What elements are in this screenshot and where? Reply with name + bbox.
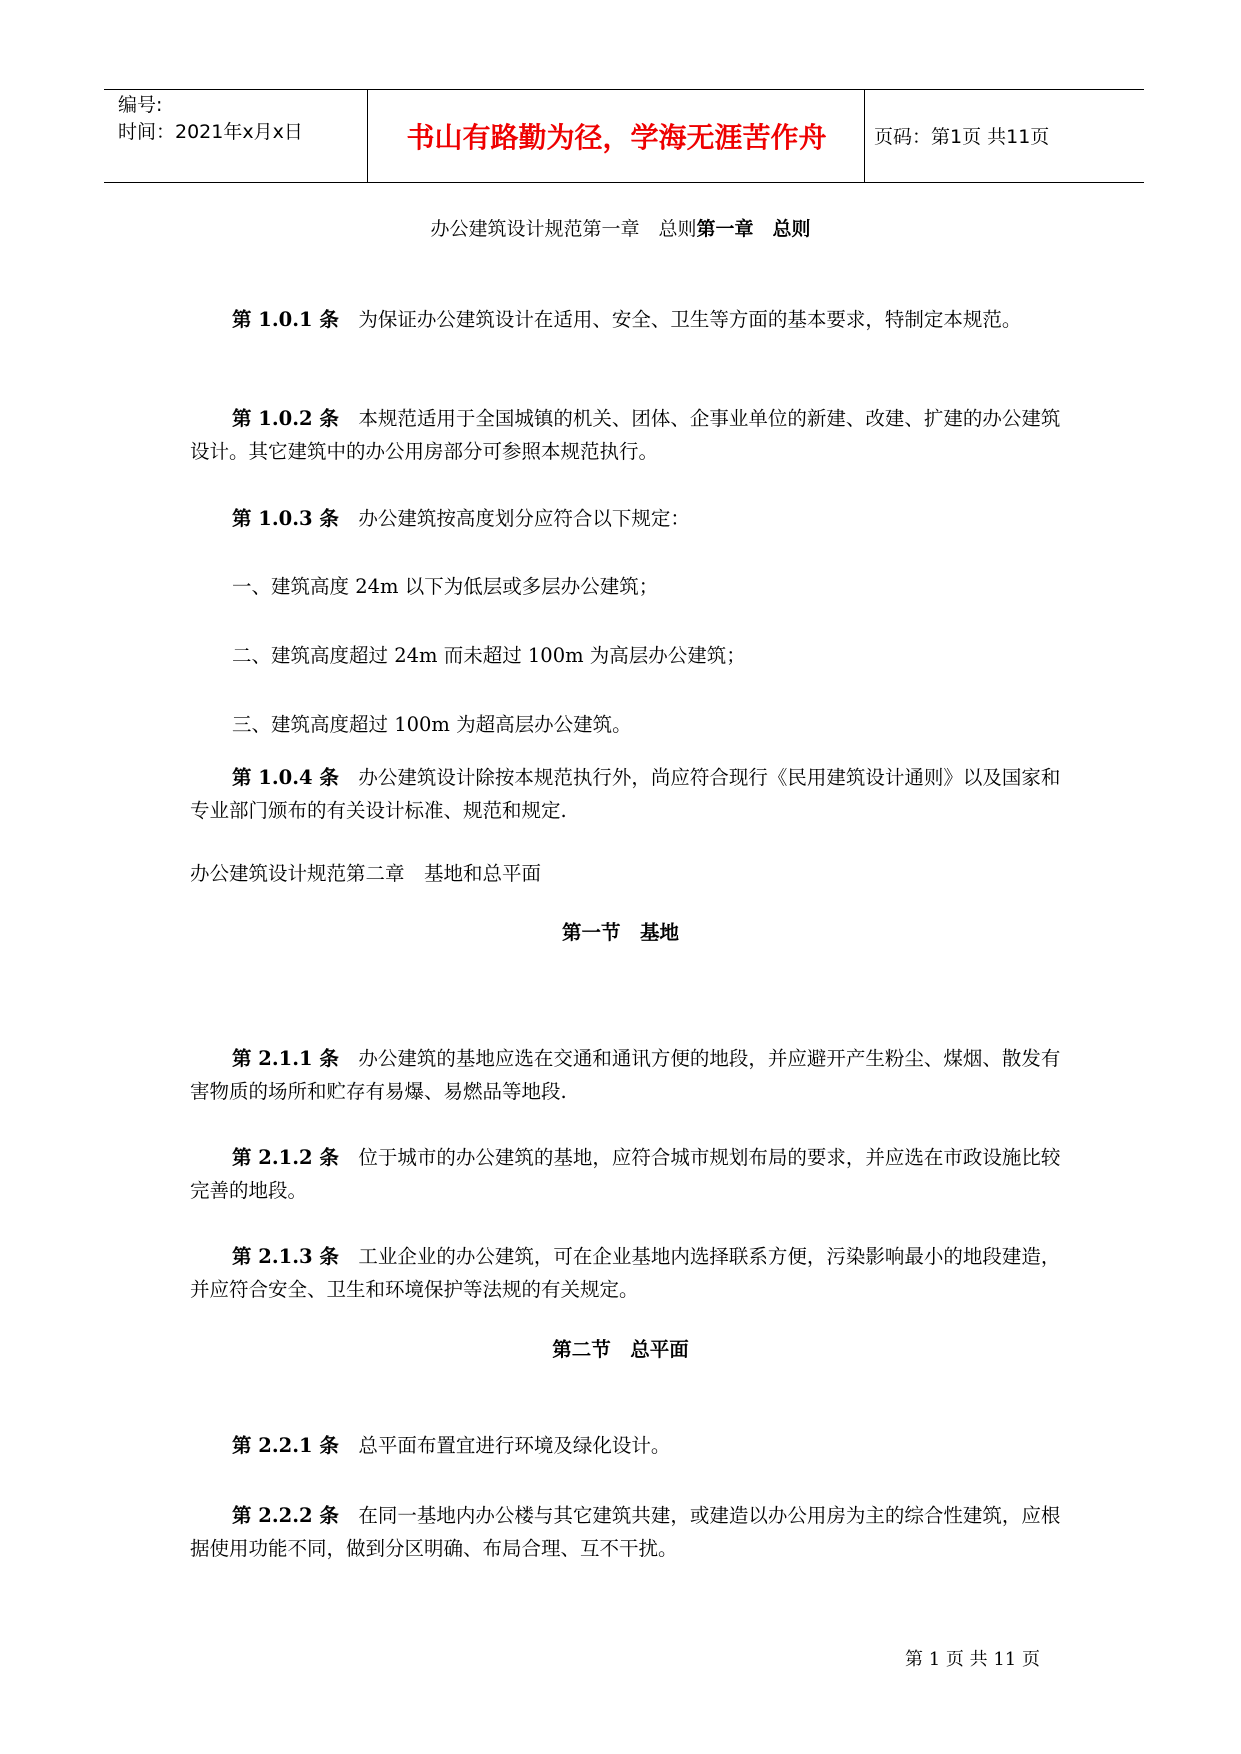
article-number: 第 1.0.4 条 bbox=[232, 766, 339, 789]
article-2-2-2 bbox=[190, 1499, 1070, 1565]
article-2-1-2 bbox=[190, 1141, 1070, 1207]
article-text: 办公建筑设计除按本规范执行外，尚应符合现行《民用建筑设计通则》以及国家和专业部门颁布的有关设计标准、规范和规定. bbox=[190, 766, 1061, 822]
page-header bbox=[104, 89, 1144, 183]
article-number: 第 2.2.2 条 bbox=[232, 1504, 339, 1527]
article-number: 第 1.0.1 条 bbox=[232, 308, 339, 331]
title-bold: 第一章 总则 bbox=[696, 218, 811, 240]
article-number: 第 2.2.1 条 bbox=[232, 1434, 339, 1457]
time-label: 时间：2021年x月x日 bbox=[118, 121, 303, 143]
article-text: 工业企业的办公建筑，可在企业基地内选择联系方便，污染影响最小的地段建造，并应符合安全、卫生和环境保护等法规的有关规定。 bbox=[190, 1245, 1061, 1301]
article-text: 办公建筑按高度划分应符合以下规定： bbox=[358, 507, 690, 530]
article-text: 为保证办公建筑设计在适用、安全、卫生等方面的基本要求，特制定本规范。 bbox=[358, 308, 1022, 331]
title-plain: 办公建筑设计规范第一章 总则 bbox=[430, 218, 697, 240]
section-2-title: 第二节 总平面 bbox=[552, 1338, 689, 1361]
number-label: 编号: bbox=[118, 94, 163, 116]
article-text: 位于城市的办公建筑的基地，应符合城市规划布局的要求，并应选在市政设施比较完善的地段。 bbox=[190, 1146, 1061, 1202]
header-motto: 书山有路勤为径，学海无涯苦作舟 bbox=[406, 121, 827, 154]
article-number: 第 2.1.3 条 bbox=[232, 1245, 339, 1268]
article-2-2-1 bbox=[190, 1429, 1070, 1462]
article-text: 总平面布置宜进行环境及绿化设计。 bbox=[358, 1434, 671, 1457]
article-2-1-3 bbox=[190, 1240, 1070, 1306]
chapter-2-title: 办公建筑设计规范第二章 基地和总平面 bbox=[190, 862, 542, 885]
article-text: 办公建筑的基地应选在交通和通讯方便的地段，并应避开产生粉尘、煤烟、散发有害物质的场所和贮存有易爆、易燃品等地段. bbox=[190, 1047, 1061, 1103]
header-divider-right bbox=[864, 90, 865, 182]
article-number: 第 1.0.2 条 bbox=[232, 407, 339, 430]
header-page-info: 页码：第1页 共11页 bbox=[874, 126, 1050, 148]
article-text: 本规范适用于全国城镇的机关、团体、企事业单位的新建、改建、扩建的办公建筑设计。其它建筑中的办公用房部分可参照本规范执行。 bbox=[190, 407, 1061, 463]
height-item-2: 二、建筑高度超过 24m 而未超过 100m 为高层办公建筑； bbox=[232, 644, 746, 667]
section-1-title: 第一节 基地 bbox=[561, 921, 679, 944]
header-divider-left bbox=[367, 90, 368, 182]
header-meta bbox=[118, 92, 303, 146]
article-2-1-1 bbox=[190, 1042, 1070, 1108]
height-item-3: 三、建筑高度超过 100m 为超高层办公建筑。 bbox=[232, 713, 632, 736]
article-text: 在同一基地内办公楼与其它建筑共建，或建造以办公用房为主的综合性建筑，应根据使用功能不同，做到分区明确、布局合理、互不干扰。 bbox=[190, 1504, 1061, 1560]
height-item-1: 一、建筑高度 24m 以下为低层或多层办公建筑； bbox=[232, 575, 659, 598]
article-1-0-4 bbox=[190, 761, 1070, 827]
article-number: 第 2.1.1 条 bbox=[232, 1047, 339, 1070]
article-1-0-2 bbox=[190, 402, 1070, 468]
page-footer: 第 1 页 共 11 页 bbox=[905, 1649, 1040, 1670]
article-1-0-3 bbox=[190, 502, 1070, 535]
article-1-0-1 bbox=[190, 303, 1070, 336]
article-number: 第 2.1.2 条 bbox=[232, 1146, 339, 1169]
document-title bbox=[0, 214, 1241, 241]
article-number: 第 1.0.3 条 bbox=[232, 507, 339, 530]
